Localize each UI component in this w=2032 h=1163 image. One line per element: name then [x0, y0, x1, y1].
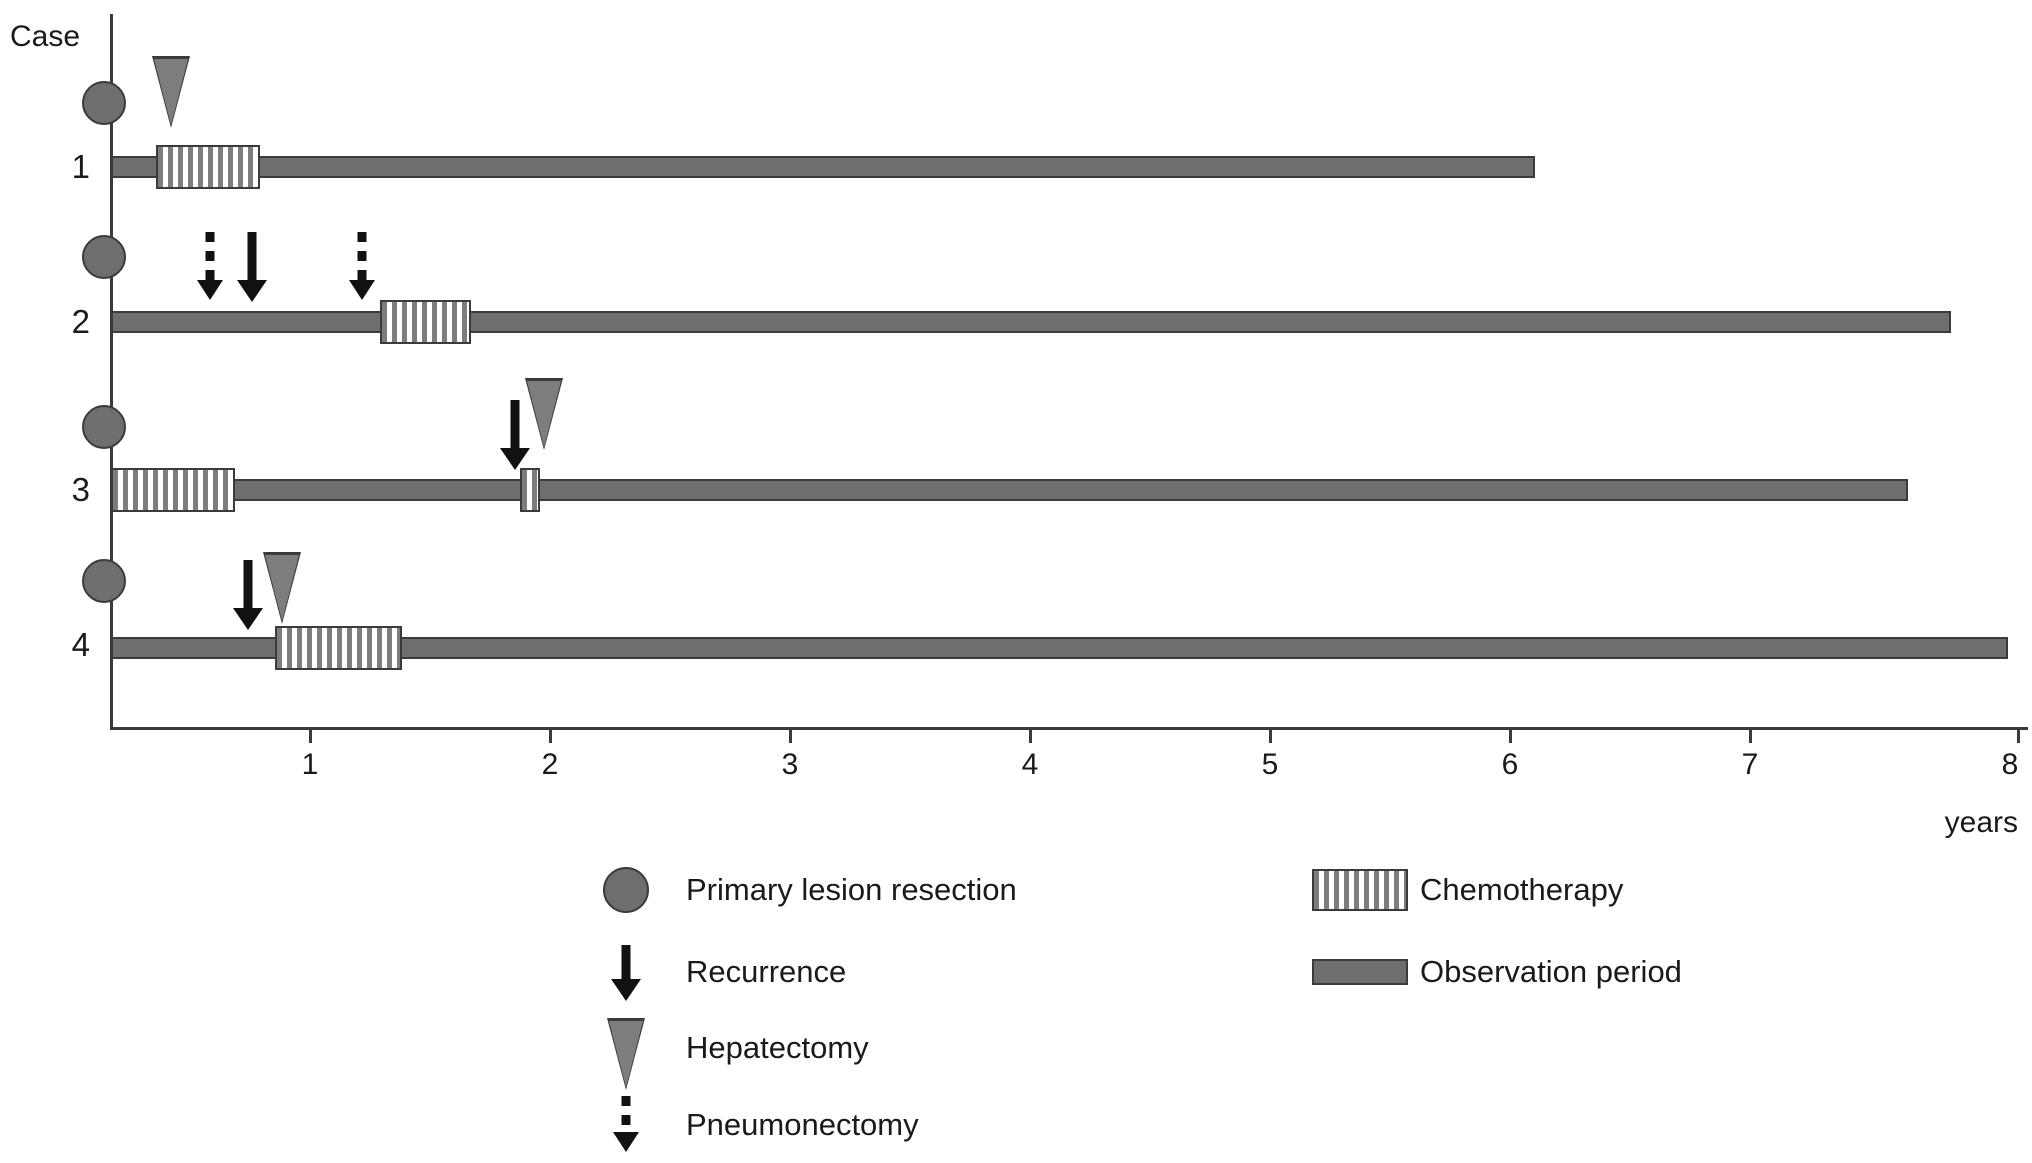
- grey-triangle-marker-icon: [566, 1013, 686, 1083]
- legend-item-primary-lesion-resection: [566, 855, 1017, 925]
- case-row-label-2: 2: [71, 303, 90, 340]
- case-row-label-3: 3: [71, 471, 90, 508]
- x-tick-label-8: 8: [2001, 748, 2019, 781]
- chemotherapy-bar: [380, 300, 471, 344]
- x-tick-label-1: 1: [301, 748, 319, 781]
- observation-period-bar: [111, 156, 1535, 178]
- legend-label: Recurrence: [686, 954, 847, 989]
- legend-label: Primary lesion resection: [686, 872, 1017, 907]
- legend-label: Observation period: [1420, 954, 1682, 989]
- hepatectomy-marker: [262, 552, 302, 644]
- legend-item-observation-period: [1300, 937, 1682, 1007]
- x-tick-2: [549, 727, 552, 743]
- x-tick-5: [1269, 727, 1272, 743]
- x-tick-label-4: 4: [1021, 748, 1039, 781]
- legend-item-hepatectomy: [566, 1013, 869, 1083]
- primary-lesion-resection-marker: [82, 81, 126, 125]
- chemotherapy-bar: [156, 145, 260, 189]
- pneumonectomy-marker: [190, 232, 230, 304]
- legend-item-pneumonectomy: [566, 1090, 919, 1160]
- x-tick-label-2: 2: [541, 748, 559, 781]
- legend-label: Chemotherapy: [1420, 872, 1624, 907]
- x-tick-3: [789, 727, 792, 743]
- x-tick-1: [309, 727, 312, 743]
- circle-marker-icon: [566, 855, 686, 925]
- x-axis-line: [110, 727, 2028, 730]
- striped-bar-icon: [1300, 855, 1420, 925]
- legend-item-chemotherapy: [1300, 855, 1623, 925]
- hepatectomy-marker: [524, 378, 564, 470]
- case-row-label-4: 4: [71, 626, 90, 663]
- solid-down-arrow-icon: [566, 937, 686, 1007]
- x-tick-label-5: 5: [1261, 748, 1279, 781]
- case-axis-label: Case: [10, 20, 81, 53]
- x-tick-label-7: 7: [1741, 748, 1759, 781]
- x-tick-8: [2017, 727, 2020, 743]
- grey-bar-icon: [1300, 937, 1420, 1007]
- x-tick-label-3: 3: [781, 748, 799, 781]
- x-tick-6: [1509, 727, 1512, 743]
- legend-item-recurrence: [566, 937, 846, 1007]
- legend-label: Hepatectomy: [686, 1030, 869, 1065]
- case-row-label-1: 1: [71, 148, 90, 185]
- chemotherapy-bar: [111, 468, 235, 512]
- x-tick-4: [1029, 727, 1032, 743]
- dashed-down-arrow-icon: [566, 1090, 686, 1160]
- chemotherapy-bar: [520, 468, 540, 512]
- x-tick-label-6: 6: [1501, 748, 1519, 781]
- primary-lesion-resection-marker: [82, 235, 126, 279]
- x-tick-7: [1749, 727, 1752, 743]
- pneumonectomy-marker: [342, 232, 382, 304]
- hepatectomy-marker: [151, 56, 191, 136]
- x-axis-title: years: [1944, 806, 2018, 839]
- legend-label: Pneumonectomy: [686, 1107, 919, 1142]
- recurrence-marker: [232, 232, 272, 304]
- observation-period-bar: [111, 479, 1908, 501]
- primary-lesion-resection-marker: [82, 405, 126, 449]
- primary-lesion-resection-marker: [82, 559, 126, 603]
